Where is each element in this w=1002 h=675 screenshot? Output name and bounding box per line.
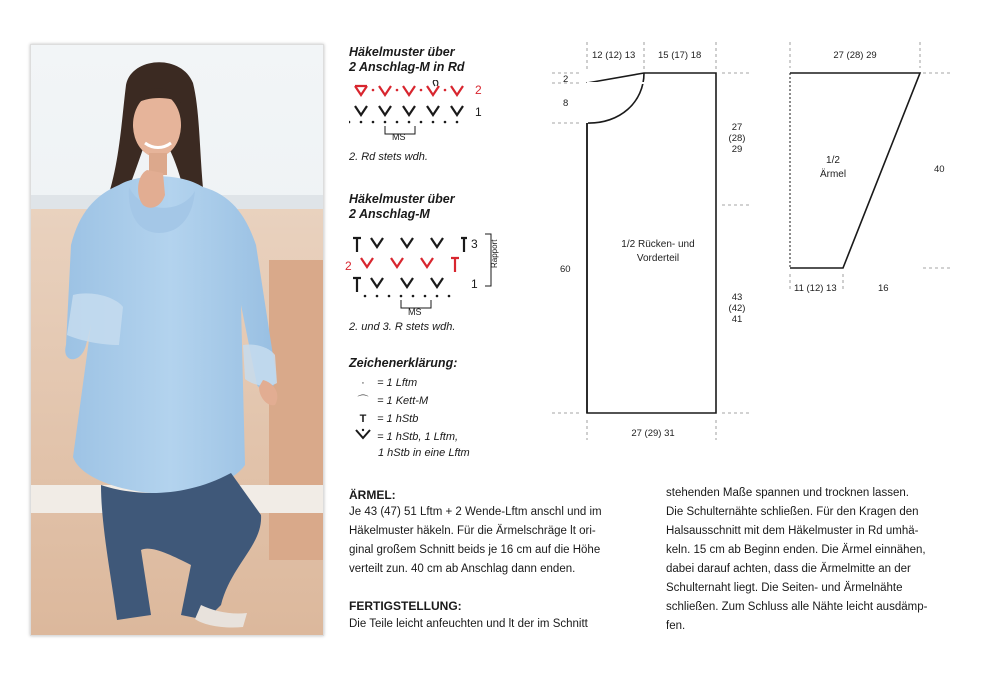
- body-upper-right-height: [722, 122, 752, 155]
- pattern2-title: [349, 192, 455, 222]
- pattern2-note: 2. und 3. R stets wdh.: [349, 321, 456, 333]
- body-neck-depth-1: 2: [563, 74, 569, 85]
- sleeve-bottom-left-width: 11 (12) 13: [794, 283, 837, 294]
- text-line: keln. 15 cm ab Beginn enden. Die Ärmel einnähen,: [666, 544, 926, 556]
- t-stitch-icon: T: [359, 413, 367, 425]
- dim-line: 43: [731, 292, 743, 303]
- text-line: Häkelmuster häkeln. Für die Ärmelschräge lt ori-: [349, 525, 596, 537]
- pattern2-ms-label: MS: [408, 307, 422, 316]
- text-line: stehenden Maße spannen und trocknen lassen.: [666, 487, 909, 499]
- key-item-text: = 1 hStb: [377, 413, 419, 425]
- pattern1-title: [349, 45, 465, 75]
- key-item: [352, 392, 522, 410]
- sleeve-pattern-diagram: [775, 40, 955, 290]
- body-total-height: 60: [560, 264, 571, 275]
- sleeve-piece-label-line2: Ärmel: [819, 169, 847, 180]
- pattern1-chart: [349, 80, 499, 142]
- pattern2-title-line1: Häkelmuster über: [349, 192, 455, 206]
- key-item-text: = 1 Lftm: [377, 377, 418, 389]
- body-piece-label-line1: 1/2 Rücken- und: [621, 239, 695, 250]
- pattern1-title-line2: 2 Anschlag-M in Rd: [349, 60, 465, 74]
- sleeve-bottom-right-width: 16: [878, 283, 889, 294]
- text-line: dabei darauf achten, dass die Ärmelmitte an der: [666, 563, 911, 575]
- body-top-right-width: 15 (17) 18: [658, 50, 702, 61]
- text-line: Schulternaht liegt. Die Seiten- und Ärmelnähte: [666, 582, 903, 594]
- sleeve-piece-label: [808, 154, 858, 182]
- pattern2-rapport-label: Rapport: [490, 239, 499, 268]
- dim-line: 27: [731, 122, 743, 133]
- body-lower-right-height: [722, 292, 752, 325]
- text-line: ginal großem Schnitt beids je 16 cm auf die Höhe: [349, 544, 601, 556]
- dot-icon: ·: [361, 377, 365, 389]
- body-bottom-width: 27 (29) 31: [631, 428, 675, 439]
- arc-icon: ⌒: [357, 395, 369, 407]
- pattern2-row-1-label: 1: [471, 277, 478, 291]
- key-item: [352, 410, 522, 428]
- pattern2-chart: [343, 228, 503, 316]
- pattern1-row-1-label: 1: [475, 105, 482, 119]
- finish-instructions-continued: [666, 484, 956, 636]
- dim-line: 41: [731, 314, 743, 325]
- sleeve-heading: ÄRMEL:: [349, 488, 396, 502]
- text-line: Die Schulternähte schließen. Für den Kragen den: [666, 506, 919, 518]
- key-item-text: = 1 hStb, 1 Lftm,: [377, 431, 459, 443]
- key-title: Zeichenerklärung:: [349, 356, 458, 370]
- pattern1-note: 2. Rd stets wdh.: [349, 151, 428, 163]
- finish-instructions-start: Die Teile leicht anfeuchten und lt der im Schnitt: [349, 618, 588, 630]
- model-photo: [30, 44, 324, 636]
- dim-line: (42): [728, 303, 746, 314]
- pattern2-title-line2: 2 Anschlag-M: [349, 207, 430, 221]
- text-line: verteilt zun. 40 cm ab Anschlag dann enden.: [349, 563, 576, 575]
- photo-illustration: [31, 45, 323, 635]
- pattern1-row-2-label: 2: [475, 83, 482, 97]
- text-line: fen.: [666, 620, 686, 632]
- finish-heading: FERTIGSTELLUNG:: [349, 599, 462, 613]
- text-line: schließen. Zum Schluss alle Nähte leicht ausdämp-: [666, 601, 928, 613]
- pattern1-title-line1: Häkelmuster über: [349, 45, 455, 59]
- text-line: Halsausschnitt mit dem Häkelmuster in Rd umhä-: [666, 525, 919, 537]
- body-neck-depth-2: 8: [563, 98, 569, 109]
- body-piece-label: [598, 238, 718, 266]
- body-top-left-width: 12 (12) 13: [592, 50, 636, 61]
- key-item: [352, 374, 522, 392]
- sleeve-piece-label-line1: 1/2: [826, 155, 840, 166]
- dim-line: (28): [728, 133, 746, 144]
- v-stitch-icon: [352, 428, 374, 446]
- text-line: Je 43 (47) 51 Lftm + 2 Wende-Lftm anschl und im: [349, 506, 602, 518]
- body-piece-label-line2: Vorderteil: [636, 253, 680, 264]
- sleeve-top-width: 27 (28) 29: [833, 50, 877, 61]
- pattern1-ms-label: MS: [392, 132, 406, 142]
- key-list: [352, 374, 522, 460]
- pattern2-row-3-label: 3: [471, 237, 478, 251]
- pattern1-row2-symbols: [355, 86, 463, 95]
- key-item-line2: 1 hStb in eine Lftm: [378, 447, 470, 459]
- sleeve-instructions: [349, 503, 639, 579]
- dim-line: 29: [731, 144, 743, 155]
- pattern2-row-2-label: 2: [345, 259, 352, 273]
- key-item-text: = 1 Kett-M: [377, 395, 429, 407]
- key-item: [352, 428, 522, 446]
- sleeve-height: 40: [934, 164, 945, 175]
- pattern1-row1-symbols: [355, 106, 463, 115]
